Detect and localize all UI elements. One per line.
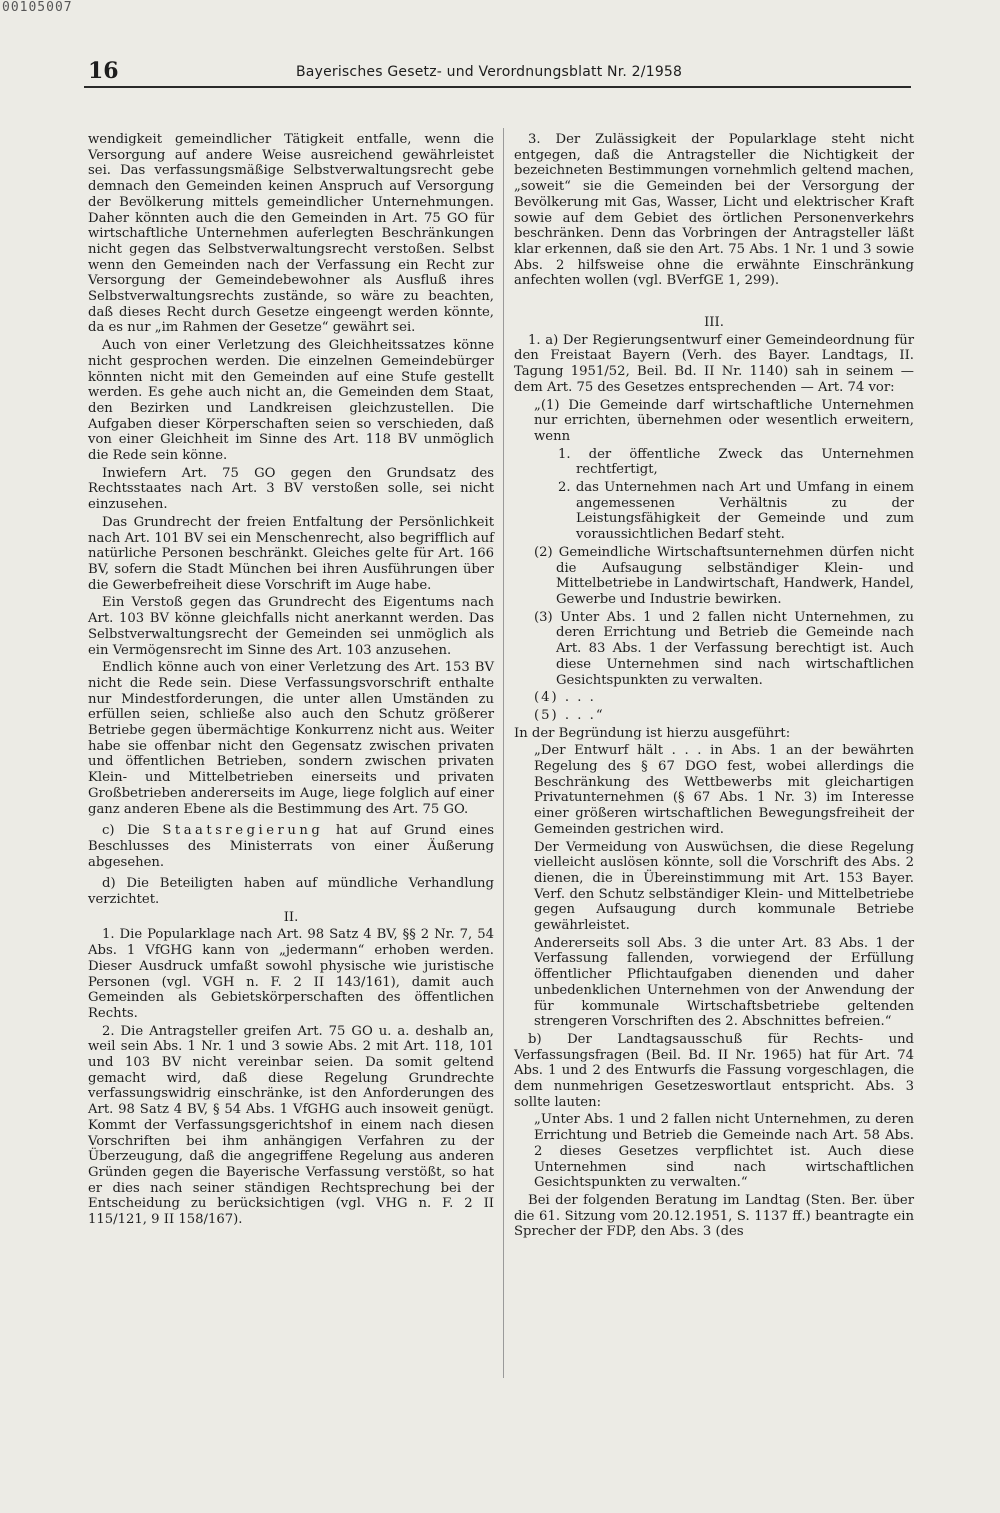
list-item: 1. der öffentliche Zweck das Unternehmen rechtfertigt,	[558, 446, 914, 478]
archive-stamp: 00105007	[2, 0, 73, 15]
section-heading: II.	[283, 909, 299, 925]
paragraph: b) Der Landtagsausschuß für Rechts- und Verfassungsfragen (Beil. Bd. II Nr. 1965) hat für Art. 74 Abs. 1 und 2 des Entwurfs die Fassung vorgeschlagen, die dem nunmehrigen Gesetzeswortlaut entspricht. Abs. 3 sollte lauten:	[514, 1031, 914, 1110]
page-header	[88, 58, 908, 88]
paragraph: 1. a) Der Regierungsentwurf einer Gemeindeordnung für den Freistaat Bayern (Verh. des Bayer. Landtags, II. Tagung 1951/52, Beil. Bd. II Nr. 1140) sah in seinem — dem Art. 75 des Gesetzes entsprechenden — Art. 74 vor:	[514, 332, 914, 395]
section-heading: III.	[704, 315, 724, 331]
quoted-amendment	[534, 1112, 914, 1191]
quoted-provision	[534, 398, 914, 724]
quote-paragraph: (4) . . .	[534, 690, 596, 706]
quote-paragraph: (5) . . .“	[534, 707, 605, 723]
paragraph: Das Grundrecht der freien Entfaltung der Persönlichkeit nach Art. 101 BV sei ein Menschenrecht, also begrifflich auf natürliche Personen beschränkt. Gleiches gelte für Art. 166 BV, sofern die Stadt München bei ihren Ausführungen über die Gewerbefreiheit diese Vorschrift im Auge habe.	[88, 514, 494, 593]
page-number: 16	[88, 58, 119, 84]
paragraph: wendigkeit gemeindlicher Tätigkeit entfalle, wenn die Versorgung auf andere Weise ausreichend gewährleistet sei. Das verfassungsmäßige Selbstverwaltungsrecht gebe demnach den Gemeinden keinen Anspruch auf Versorgung der Bevölkerung mittels gemeindlicher Unternehmungen. Daher könnten auch die den Gemeinden in Art. 75 GO für wirtschaftliche Unternehmen auferlegten Beschränkungen nicht gegen das Selbstverwaltungsrecht verstoßen. Selbst wenn den Gemeinden nach der Verfassung ein Recht zur Versorgung der Gemeindebewohner als Ausfluß ihres Selbstverwaltungsrechts zustände, so wäre zu beachten, daß dieses Recht durch Gesetze eingeengt werden könnte, da es nur „im Rahmen der Gesetze“ gewährt sei.	[88, 132, 494, 336]
quote-paragraph: Der Vermeidung von Auswüchsen, die diese Regelung vielleicht auslösen könnte, soll die Vorschrift des Abs. 2 dienen, die in Übereinstimmung mit Art. 153 Bayer. Verf. den Schutz selbständiger Klein- und Mittelbetriebe gegen Aufsaugung durch kommunale Betriebe gewährleistet.	[534, 839, 914, 934]
paragraph: 3. Der Zulässigkeit der Popularklage steht nicht entgegen, daß die Antragsteller die Nichtigkeit der bezeichneten Bestimmungen vornehmlich geltend machen, „soweit“ sie die Gemeinden bei der Versorgung der Bevölkerung mit Gas, Wasser, Licht und elektrischer Kraft sowie auf dem Gebiet des örtlichen Personenverkehrs beschränken. Denn das Vorbringen der Antragsteller läßt klar erkennen, daß sie den Art. 75 Abs. 1 Nr. 1 und 3 sowie Abs. 2 hilfsweise ohne die erwähnte Einschränkung anfechten wollen (vgl. BVerfGE 1, 299).	[514, 132, 914, 289]
paragraph: Bei der folgenden Beratung im Landtag (Sten. Ber. über die 61. Sitzung vom 20.12.1951, S. 1137 ff.) beantragte ein Sprecher der FDP, den Abs. 3 (des	[514, 1193, 914, 1240]
paragraph: d) Die Beteiligten haben auf mündliche Verhandlung verzichtet.	[88, 876, 494, 908]
paragraph: 2. Die Antragsteller greifen Art. 75 GO u. a. deshalb an, weil sein Abs. 1 Nr. 1 und 3 sowie Abs. 2 mit Art. 118, 101 und 103 BV nicht vereinbar seien. Da somit geltend gemacht wird, daß diese Regelung Grundrechte verfassungswidrig einschränke, ist den Anforderungen des Art. 98 Satz 4 BV, § 54 Abs. 1 VfGHG auch insoweit genügt. Kommt der Verfassungsgerichtshof in einem nach diesen Vorschriften bei ihm anhängigen Verfahren zu der Überzeugung, daß die angegriffene Regelung aus anderen Gründen gegen die Bayerische Verfassung verstößt, so hat er dies nach seiner ständigen Rechtsprechung bei der Entscheidung zu berücksichtigen (vgl. VHG n. F. 2 II 115/121, 9 II 158/167).	[88, 1023, 494, 1228]
column-divider	[503, 128, 504, 1378]
paragraph: Auch von einer Verletzung des Gleichheitssatzes könne nicht gesprochen werden. Die einzelnen Gemeindebürger könnten nicht mit den Gemeinden auf eine Stufe gestellt werden. Es gehe auch nicht an, die Gemeinden dem Staat, den Bezirken und Landkreisen gleichzustellen. Die Aufgaben dieser Körperschaften seien so verschieden, daß von einer Gleichheit im Sinne des Art. 118 BV unmöglich die Rede sein könne.	[88, 338, 494, 464]
paragraph	[88, 823, 494, 870]
quote-paragraph: „Unter Abs. 1 und 2 fallen nicht Unternehmen, zu deren Errichtung und Betrieb die Gemeinde nach Art. 58 Abs. 2 dieses Gesetzes verpflichtet ist. Auch diese Unternehmen sind nach wirtschaftlichen Gesichtspunkten zu verwalten.“	[534, 1112, 914, 1191]
left-column	[88, 132, 494, 1230]
quote-paragraph: Andererseits soll Abs. 3 die unter Art. 83 Abs. 1 der Verfassung fallenden, vorwiegend der Erfüllung öffentlicher Pflichtaufgaben dienenden und daher unbedenklichen Unternehmen von der Anwendung der für kommunale Wirtschaftsbetriebe geltenden strengeren Vorschriften des 2. Abschnittes befreien.“	[534, 935, 914, 1030]
paragraph: Ein Verstoß gegen das Grundrecht des Eigentums nach Art. 103 BV könne gleichfalls nicht anerkannt werden. Das Selbstverwaltungsrecht der Gemeinden sei unmöglich als ein Vermögensrecht im Sinne des Art. 103 anzusehen.	[88, 595, 494, 658]
running-title: Bayerisches Gesetz- und Verordnungsblatt Nr. 2/1958	[296, 64, 683, 80]
header-rule	[84, 86, 911, 88]
quote-paragraph: „Der Entwurf hält . . . in Abs. 1 an der bewährten Regelung des § 67 DGO fest, wobei allerdings die Beschränkung des Wettbewerbs mit gleichartigen Privatunternehmen (§ 67 Abs. 1 Nr. 3) im Interesse einer größeren wirtschaftlichen Bewegungsfreiheit der Gemeinden gestrichen wird.	[534, 743, 914, 837]
numbered-list	[558, 447, 914, 543]
quote-paragraph: „(1) Die Gemeinde darf wirtschaftliche Unternehmen nur errichten, übernehmen oder wesentlich erweitern, wenn	[534, 397, 914, 444]
paragraph: In der Begründung ist hierzu ausgeführt:	[514, 725, 791, 741]
quoted-justification	[534, 743, 914, 1030]
right-column	[514, 132, 914, 1242]
quote-paragraph: (3) Unter Abs. 1 und 2 fallen nicht Unternehmen, zu deren Errichtung und Betrieb die Gemeinde nach Art. 83 Abs. 1 der Verfassung berechtigt ist. Auch diese Unternehmen sind nach wirtschaftlichen Gesichtspunkten zu verwalten.	[534, 609, 914, 688]
quote-paragraph: (2) Gemeindliche Wirtschaftsunternehmen dürfen nicht die Aufsaugung selbständiger Klein- und Mittelbetriebe in Landwirtschaft, Handwerk, Handel, Gewerbe und Industrie bewirken.	[534, 544, 914, 607]
paragraph-lead: c) Die	[102, 823, 163, 839]
spaced-term: Staatsregierung	[162, 823, 324, 839]
paragraph: 1. Die Popularklage nach Art. 98 Satz 4 BV, §§ 2 Nr. 7, 54 Abs. 1 VfGHG kann von „jedermann“ erhoben werden. Dieser Ausdruck umfaßt sowohl physische wie juristische Personen (vgl. VGH n. F. 2 II 143/161), damit auch Gemeinden als Gebietskörperschaften des öffentlichen Rechts.	[88, 927, 494, 1021]
paragraph-rest: hat auf Grund eines Beschlusses des Ministerrats von einer Äußerung abgesehen.	[88, 823, 494, 870]
paragraph: Inwiefern Art. 75 GO gegen den Grundsatz des Rechtsstaates nach Art. 3 BV verstoßen solle, sei nicht einzusehen.	[88, 465, 494, 513]
list-item: 2. das Unternehmen nach Art und Umfang in einem angemessenen Verhältnis zu der Leistungsfähigkeit der Gemeinde und zum voraussichtlichen Bedarf steht.	[558, 480, 914, 543]
paragraph: Endlich könne auch von einer Verletzung des Art. 153 BV nicht die Rede sein. Diese Verfassungsvorschrift enthalte nur Mindestforderungen, die unter allen Umständen zu erfüllen seien, schließe also auch den Schutz größerer Betriebe gegen übermächtige Konkurrenz nicht aus. Weiter habe sie offenbar nicht den Gegensatz zwischen privaten und öffentlichen Betrieben, sondern zwischen privaten Klein- und Mittelbetrieben einerseits und privaten Großbetrieben andererseits im Auge, liege folglich auf einer ganz anderen Ebene als die Bestimmung des Art. 75 GO.	[88, 660, 494, 817]
